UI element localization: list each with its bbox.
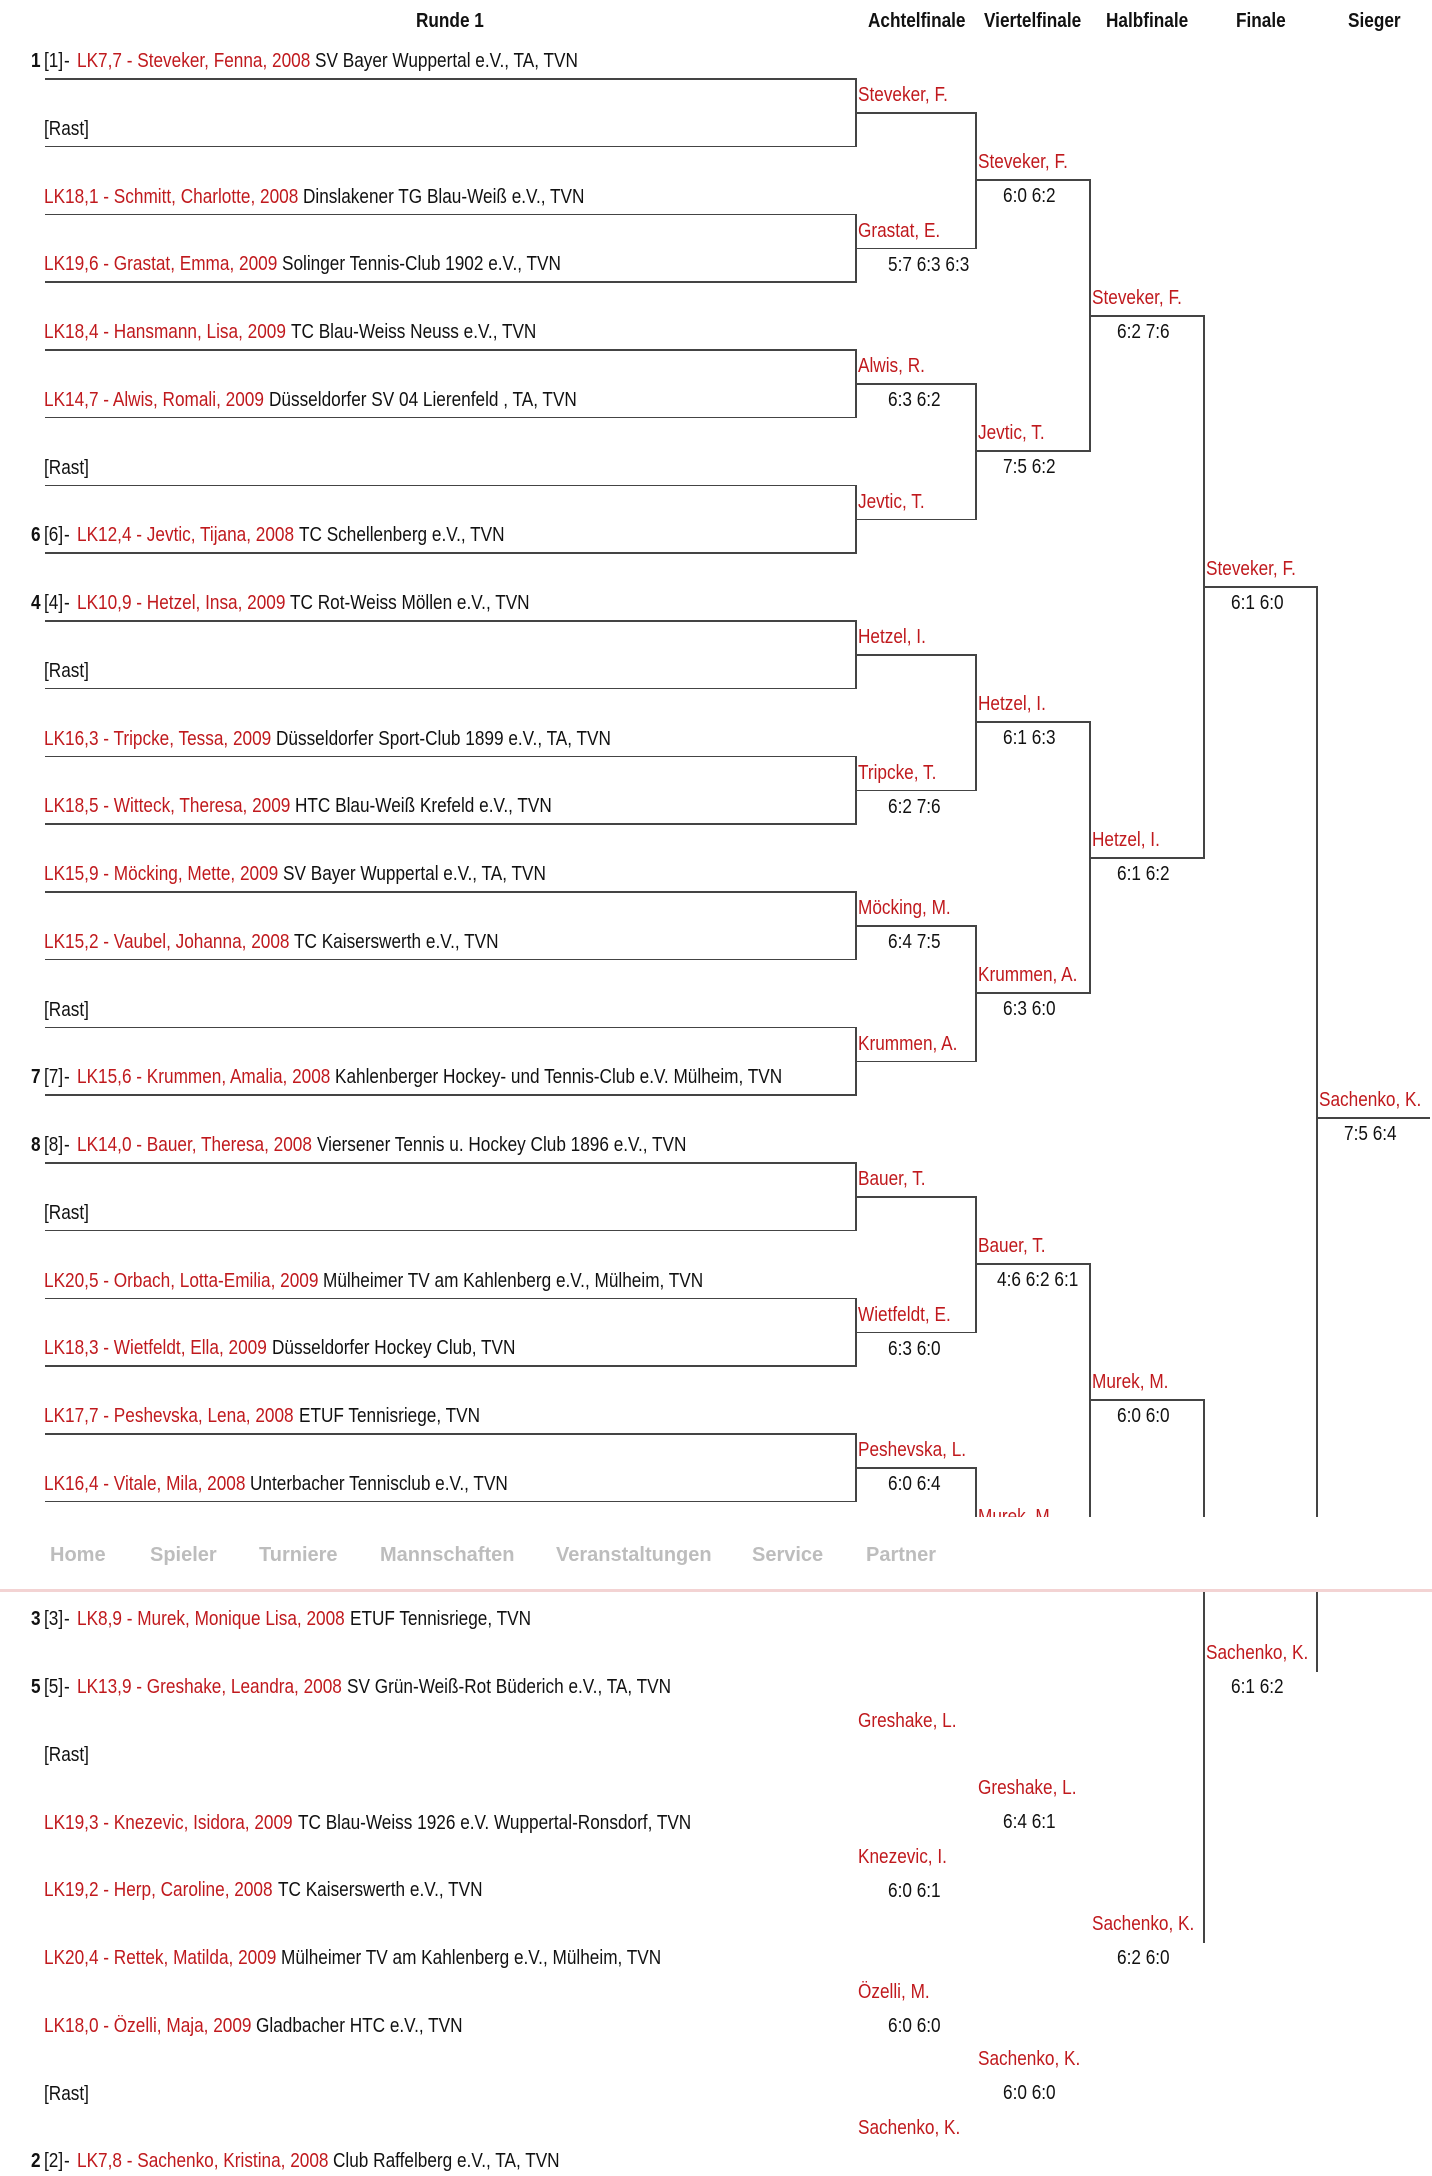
achtelfinale-winner[interactable]: Tripcke, T. (858, 761, 937, 784)
player-name-link[interactable]: LK18,5 - Witteck, Theresa, 2009 (44, 795, 291, 818)
player-name-link[interactable]: LK15,6 - Krummen, Amalia, 2008 (77, 1066, 331, 1089)
seed-separator: - (64, 1134, 70, 1156)
r2-line (855, 248, 975, 250)
bracket-seed: [6] (44, 524, 64, 547)
achtelfinale-winner[interactable]: Wietfeldt, E. (858, 1303, 951, 1326)
halbfinale-winner[interactable]: Steveker, F. (1092, 287, 1182, 309)
club-name: SV Bayer Wuppertal e.V., TA, TVN (315, 50, 579, 72)
seed-number: 8 (31, 1134, 41, 1156)
player-name-link[interactable]: LK13,9 - Greshake, Leandra, 2008 (77, 1676, 342, 1698)
viertelfinale-winner[interactable]: Hetzel, I. (978, 693, 1046, 715)
achtelfinale-winner[interactable]: Alwis, R. (858, 355, 925, 377)
achtelfinale-score: 6:3 6:2 (888, 389, 941, 411)
club-name: Düsseldorfer SV 04 Lierenfeld , TA, TVN (268, 388, 577, 411)
champion-score: 7:5 6:4 (1344, 1123, 1397, 1145)
achtelfinale-winner[interactable]: Peshevska, L. (858, 1439, 967, 1461)
viertelfinale-winner[interactable]: Krummen, A. (978, 964, 1078, 986)
seed-separator: - (64, 524, 70, 547)
player-name-link[interactable]: LK16,3 - Tripcke, Tessa, 2009 (44, 727, 272, 750)
r2-line (855, 1332, 975, 1334)
r3-connector (1089, 1263, 1091, 1517)
player-name-link[interactable]: LK15,2 - Vaubel, Johanna, 2008 (44, 930, 290, 953)
player-name-link[interactable]: LK18,4 - Hansmann, Lisa, 2009 (44, 321, 286, 343)
seed-separator: - (64, 1608, 70, 1631)
achtelfinale-winner[interactable]: Grastat, E. (858, 219, 941, 242)
achtelfinale-winner[interactable]: Özelli, M. (858, 1981, 930, 2003)
achtelfinale-score: 6:0 6:1 (888, 1879, 941, 1902)
player-name-link[interactable]: LK17,7 - Peshevska, Lena, 2008 (44, 1405, 294, 1427)
bracket-seed: [8] (44, 1134, 64, 1156)
bye-label: [Rast] (44, 998, 89, 1021)
header-achtelfinale: Achtelfinale (868, 10, 966, 32)
achtelfinale-winner[interactable]: Steveker, F. (858, 84, 948, 106)
viertelfinale-winner[interactable]: Greshake, L. (978, 1777, 1077, 1799)
bracket-seed: [5] (44, 1676, 64, 1698)
r4-connector (1203, 1399, 1205, 1943)
nav-home[interactable]: Home (50, 1544, 106, 1566)
r1-underline (45, 214, 855, 216)
player-name-link[interactable]: LK10,9 - Hetzel, Insa, 2009 (77, 592, 286, 614)
seed-number: 5 (31, 1676, 41, 1698)
club-name: Mülheimer TV am Kahlenberg e.V., Mülheim, TVN (281, 1947, 662, 1969)
player-name-link[interactable]: LK8,9 - Murek, Monique Lisa, 2008 (77, 1608, 345, 1631)
nav-spieler[interactable]: Spieler (150, 1544, 217, 1566)
r2-line (855, 925, 975, 927)
bye-label: [Rast] (44, 659, 89, 682)
club-name: TC Rot-Weiss Möllen e.V., TVN (290, 592, 531, 614)
r5-connector (1316, 586, 1318, 1672)
bye-label: [Rast] (44, 117, 89, 140)
viertelfinale-score: 4:6 6:2 6:1 (997, 1269, 1079, 1291)
r3-line (975, 721, 1089, 723)
nav-service[interactable]: Service (752, 1544, 824, 1566)
nav-mannschaften[interactable]: Mannschaften (380, 1544, 515, 1566)
player-name-link[interactable]: LK14,7 - Alwis, Romali, 2009 (44, 388, 264, 411)
achtelfinale-winner[interactable]: Greshake, L. (858, 1710, 957, 1732)
player-name-link[interactable]: LK20,5 - Orbach, Lotta-Emilia, 2009 (44, 1269, 319, 1292)
club-name: SV Grün-Weiß-Rot Büderich e.V., TA, TVN (346, 1676, 671, 1698)
achtelfinale-score: 6:4 7:5 (888, 931, 941, 953)
viertelfinale-winner[interactable]: Jevtic, T. (978, 422, 1045, 444)
halbfinale-winner[interactable]: Murek, M. (1092, 1371, 1169, 1393)
seed-separator: - (64, 2150, 70, 2173)
r1-underline (45, 1501, 855, 1503)
r3-line (975, 450, 1089, 452)
player-name-link[interactable]: LK18,0 - Özelli, Maja, 2009 (44, 2014, 252, 2037)
r3-line (975, 992, 1089, 994)
r1-underline (45, 688, 855, 690)
viertelfinale-score: 6:0 6:0 (1003, 2082, 1056, 2104)
viertelfinale-score: 6:4 6:1 (1003, 1811, 1056, 1833)
seed-number: 1 (31, 50, 41, 72)
halbfinale-winner[interactable]: Sachenko, K. (1092, 1913, 1195, 1935)
r1-underline (45, 1298, 855, 1300)
viertelfinale-score: 6:3 6:0 (1003, 998, 1056, 1020)
r1-underline (45, 552, 855, 554)
club-name: Dinslakener TG Blau-Weiß e.V., TVN (303, 185, 585, 208)
bracket-seed: [1] (44, 50, 64, 72)
r4-line (1089, 857, 1203, 859)
header-halbfinale: Halbfinale (1106, 10, 1189, 32)
seed-separator: - (64, 592, 70, 614)
seed-number: 6 (31, 524, 41, 547)
finale-winner[interactable]: Steveker, F. (1206, 558, 1296, 580)
r2-line (855, 654, 975, 656)
achtelfinale-winner[interactable]: Jevtic, T. (858, 490, 925, 513)
r3-line (975, 179, 1089, 181)
halbfinale-score: 6:2 7:6 (1117, 321, 1170, 343)
r1-underline (45, 1365, 855, 1367)
achtelfinale-winner[interactable]: Knezevic, I. (858, 1845, 947, 1868)
site-navigation (0, 1517, 1432, 1591)
player-name-link[interactable]: LK19,2 - Herp, Caroline, 2008 (44, 1879, 273, 1902)
r2-connector (975, 383, 977, 520)
r1-underline (45, 1094, 855, 1096)
r1-underline (45, 281, 855, 283)
halbfinale-score: 6:1 6:2 (1117, 863, 1170, 885)
club-name: TC Blau-Weiss 1926 e.V. Wuppertal-Ronsdorf, TVN (297, 1811, 691, 1834)
r1-underline (45, 78, 855, 80)
r1-underline (45, 146, 855, 148)
club-name: HTC Blau-Weiß Krefeld e.V., TVN (295, 795, 553, 818)
r5-line (1203, 586, 1316, 588)
r1-underline (45, 959, 855, 961)
r4-line (1089, 315, 1203, 317)
player-name-link[interactable]: LK18,1 - Schmitt, Charlotte, 2008 (44, 185, 299, 208)
nav-turniere[interactable]: Turniere (259, 1544, 338, 1566)
club-name: Gladbacher HTC e.V., TVN (256, 2014, 463, 2037)
finale-score: 6:1 6:0 (1231, 592, 1284, 614)
r2-connector (975, 654, 977, 791)
nav-partner[interactable]: Partner (866, 1544, 937, 1566)
seed-separator: - (64, 50, 70, 72)
achtelfinale-winner[interactable]: Hetzel, I. (858, 626, 926, 648)
halbfinale-score: 6:0 6:0 (1117, 1405, 1170, 1427)
r2-line (855, 790, 975, 792)
club-name: ETUF Tennisriege, TVN (349, 1608, 531, 1631)
header-sieger: Sieger (1348, 10, 1401, 32)
player-name-link[interactable]: LK19,6 - Grastat, Emma, 2009 (44, 253, 278, 276)
club-name: TC Blau-Weiss Neuss e.V., TVN (290, 321, 537, 343)
halbfinale-winner[interactable]: Hetzel, I. (1092, 829, 1160, 851)
seed-number: 4 (31, 592, 41, 614)
club-name: Düsseldorfer Hockey Club, TVN (271, 1337, 516, 1360)
header-finale: Finale (1236, 10, 1286, 32)
club-name: Club Raffelberg e.V., TA, TVN (333, 2150, 561, 2173)
bracket-seed: [2] (44, 2150, 64, 2173)
viertelfinale-winner[interactable]: Bauer, T. (978, 1235, 1046, 1257)
r2-connector (975, 925, 977, 1062)
finale-score: 6:1 6:2 (1231, 1676, 1284, 1698)
r1-underline (45, 823, 855, 825)
r2-line (855, 383, 975, 385)
r2-line (855, 112, 975, 114)
r1-underline (45, 349, 855, 351)
r1-underline (45, 756, 855, 758)
r2-connector (975, 1196, 977, 1333)
r2-line (855, 1196, 975, 1198)
achtelfinale-winner[interactable]: Möcking, M. (858, 897, 951, 919)
r2-line (855, 1467, 975, 1469)
seed-separator: - (64, 1676, 70, 1698)
champion-name[interactable]: Sachenko, K. (1319, 1089, 1422, 1111)
bye-label: [Rast] (44, 1201, 89, 1224)
nav-divider (0, 1589, 1432, 1592)
viertelfinale-score: 6:0 6:2 (1003, 185, 1056, 207)
r4-line (1089, 1399, 1203, 1401)
viertelfinale-winner[interactable]: Steveker, F. (978, 151, 1068, 173)
header-runde-1: Runde 1 (416, 10, 484, 32)
achtelfinale-winner[interactable]: Bauer, T. (858, 1168, 926, 1190)
finale-winner[interactable]: Sachenko, K. (1206, 1642, 1309, 1664)
club-name: SV Bayer Wuppertal e.V., TA, TVN (283, 863, 547, 885)
seed-separator: - (64, 1066, 70, 1089)
club-name: TC Kaiserswerth e.V., TVN (294, 930, 500, 953)
achtelfinale-winner[interactable]: Sachenko, K. (858, 2116, 961, 2139)
r1-underline (45, 620, 855, 622)
halbfinale-score: 6:2 6:0 (1117, 1947, 1170, 1969)
r1-underline (45, 1027, 855, 1029)
club-name: ETUF Tennisriege, TVN (298, 1405, 480, 1427)
nav-veranstaltungen[interactable]: Veranstaltungen (556, 1544, 712, 1566)
achtelfinale-score: 6:3 6:0 (888, 1337, 941, 1360)
r1-underline (45, 417, 855, 419)
player-name-link[interactable]: LK7,7 - Steveker, Fenna, 2008 (77, 50, 311, 72)
achtelfinale-score: 6:2 7:6 (888, 795, 941, 818)
club-name: Kahlenberger Hockey- und Tennis-Club e.V. Mülheim, TVN (335, 1066, 783, 1089)
r2-line (855, 1061, 975, 1063)
player-name-link[interactable]: LK20,4 - Rettek, Matilda, 2009 (44, 1947, 277, 1969)
bye-label: [Rast] (44, 2082, 89, 2105)
r1-underline (45, 1162, 855, 1164)
r3-line (975, 1263, 1089, 1265)
champion-line (1316, 1117, 1430, 1119)
r1-underline (45, 485, 855, 487)
bye-label: [Rast] (44, 1743, 89, 1766)
player-name-link[interactable]: LK18,3 - Wietfeldt, Ella, 2009 (44, 1337, 267, 1360)
club-name: Unterbacher Tennisclub e.V., TVN (250, 1472, 509, 1495)
player-name-link[interactable]: LK16,4 - Vitale, Mila, 2008 (44, 1472, 246, 1495)
bracket-seed: [7] (44, 1066, 64, 1089)
seed-number: 2 (31, 2150, 41, 2173)
club-name: Mülheimer TV am Kahlenberg e.V., Mülheim, TVN (323, 1269, 704, 1292)
r1-underline (45, 1230, 855, 1232)
r1-underline (45, 1433, 855, 1435)
player-name-link[interactable]: LK15,9 - Möcking, Mette, 2009 (44, 863, 279, 885)
r2-connector (975, 112, 977, 249)
bracket-seed: [3] (44, 1608, 64, 1631)
r2-line (855, 519, 975, 521)
club-name: Düsseldorfer Sport-Club 1899 e.V., TA, TVN (276, 727, 612, 750)
header-viertelfinale: Viertelfinale (984, 10, 1082, 32)
club-name: TC Kaiserswerth e.V., TVN (277, 1879, 483, 1902)
seed-number: 3 (31, 1608, 41, 1631)
viertelfinale-winner[interactable]: Sachenko, K. (978, 2048, 1081, 2070)
player-name-link[interactable]: LK12,4 - Jevtic, Tijana, 2008 (77, 524, 295, 547)
bracket-seed: [4] (44, 592, 64, 614)
achtelfinale-winner[interactable]: Krummen, A. (858, 1032, 958, 1055)
player-name-link[interactable]: LK7,8 - Sachenko, Kristina, 2008 (77, 2150, 329, 2173)
viertelfinale-score: 7:5 6:2 (1003, 456, 1056, 478)
bye-label: [Rast] (44, 456, 89, 479)
r1-underline (45, 891, 855, 893)
club-name: Viersener Tennis u. Hockey Club 1896 e.V., TVN (316, 1134, 687, 1156)
achtelfinale-score: 6:0 6:0 (888, 2015, 941, 2037)
achtelfinale-score: 5:7 6:3 6:3 (888, 253, 970, 276)
player-name-link[interactable]: LK19,3 - Knezevic, Isidora, 2009 (44, 1811, 293, 1834)
club-name: Solinger Tennis-Club 1902 e.V., TVN (282, 253, 562, 276)
viertelfinale-score: 6:1 6:3 (1003, 727, 1056, 749)
club-name: TC Schellenberg e.V., TVN (299, 524, 505, 547)
player-name-link[interactable]: LK14,0 - Bauer, Theresa, 2008 (77, 1134, 312, 1156)
achtelfinale-score: 6:0 6:4 (888, 1473, 941, 1495)
seed-number: 7 (31, 1066, 41, 1089)
r2-connector (975, 1467, 977, 1517)
